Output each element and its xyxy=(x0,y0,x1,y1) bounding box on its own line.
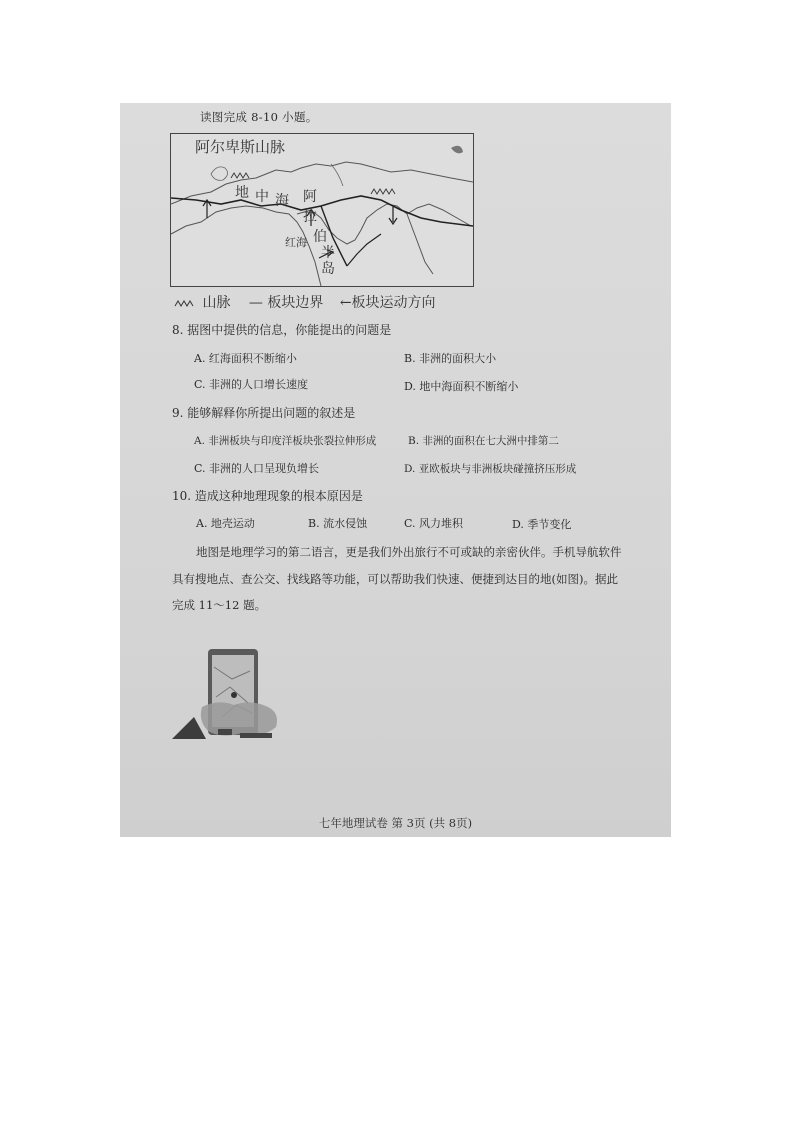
legend-mountain-symbol xyxy=(174,298,198,308)
question-9-stem: 9. 能够解释你所提出问题的叙述是 xyxy=(172,406,356,420)
map-pin-shape xyxy=(172,717,206,739)
question-8-option-d: D. 地中海面积不断缩小 xyxy=(404,380,519,393)
map-label-mediterranean-2: 中 xyxy=(255,189,269,205)
section-instruction: 读图完成 8-10 小题。 xyxy=(200,110,318,124)
question-10-stem: 10. 造成这种地理现象的根本原因是 xyxy=(172,489,363,503)
question-8-stem: 8. 据图中提供的信息，你能提出的问题是 xyxy=(172,323,392,337)
question-8-option-c: C. 非洲的人口增长速度 xyxy=(194,378,309,391)
question-9-option-c: C. 非洲的人口呈现负增长 xyxy=(194,462,320,475)
question-9-option-a: A. 非洲板块与印度洋板块张裂拉伸形成 xyxy=(194,435,377,447)
map-label-arabia-5: 岛 xyxy=(321,261,335,277)
passage-line-3: 完成 11～12 题。 xyxy=(172,598,267,612)
legend-mountain: 山脉 xyxy=(202,295,231,311)
legend-boundary: — 板块边界 xyxy=(248,295,324,311)
map-label-mediterranean-3: 海 xyxy=(275,193,289,209)
exam-page xyxy=(120,103,671,837)
plate-map-figure xyxy=(170,133,474,287)
question-9-option-b: B. 非洲的面积在七大洲中排第二 xyxy=(408,435,559,447)
page-footer: 七年地理试卷 第 3页 (共 8页) xyxy=(318,816,473,830)
passage-line-1: 地图是地理学习的第二语言，更是我们外出旅行不可或缺的亲密伙伴。手机导航软件 xyxy=(196,545,622,559)
map-label-alps: 阿尔卑斯山脉 xyxy=(195,138,286,156)
question-10-option-d: D. 季节变化 xyxy=(512,518,572,531)
legend-direction: ←板块运动方向 xyxy=(339,295,436,311)
map-label-arabia-3: 伯 xyxy=(313,229,327,245)
hand-icon xyxy=(201,702,277,735)
question-8-option-b: B. 非洲的面积大小 xyxy=(404,352,497,365)
question-8-option-a: A. 红海面积不断缩小 xyxy=(194,352,297,365)
question-10-option-b: B. 流水侵蚀 xyxy=(308,517,368,530)
map-label-arabia-1: 阿 xyxy=(303,189,317,205)
question-10-option-c: C. 风力堆积 xyxy=(404,517,464,530)
question-9-option-d: D. 亚欧板块与非洲板块碰撞挤压形成 xyxy=(404,463,577,475)
passage-line-2: 具有搜地点、查公交、找线路等功能，可以帮助我们快速、便捷到达目的地(如图)。据此 xyxy=(172,572,618,586)
question-10-option-a: A. 地壳运动 xyxy=(196,517,255,530)
map-label-arabia-2: 拉 xyxy=(303,209,317,225)
map-label-arabia-4: 半 xyxy=(321,245,335,261)
legend xyxy=(174,292,436,312)
phone-navigation-illustration xyxy=(172,647,284,747)
map-label-red-sea: 红海 xyxy=(285,236,307,249)
map-label-mediterranean-1: 地 xyxy=(235,185,249,201)
